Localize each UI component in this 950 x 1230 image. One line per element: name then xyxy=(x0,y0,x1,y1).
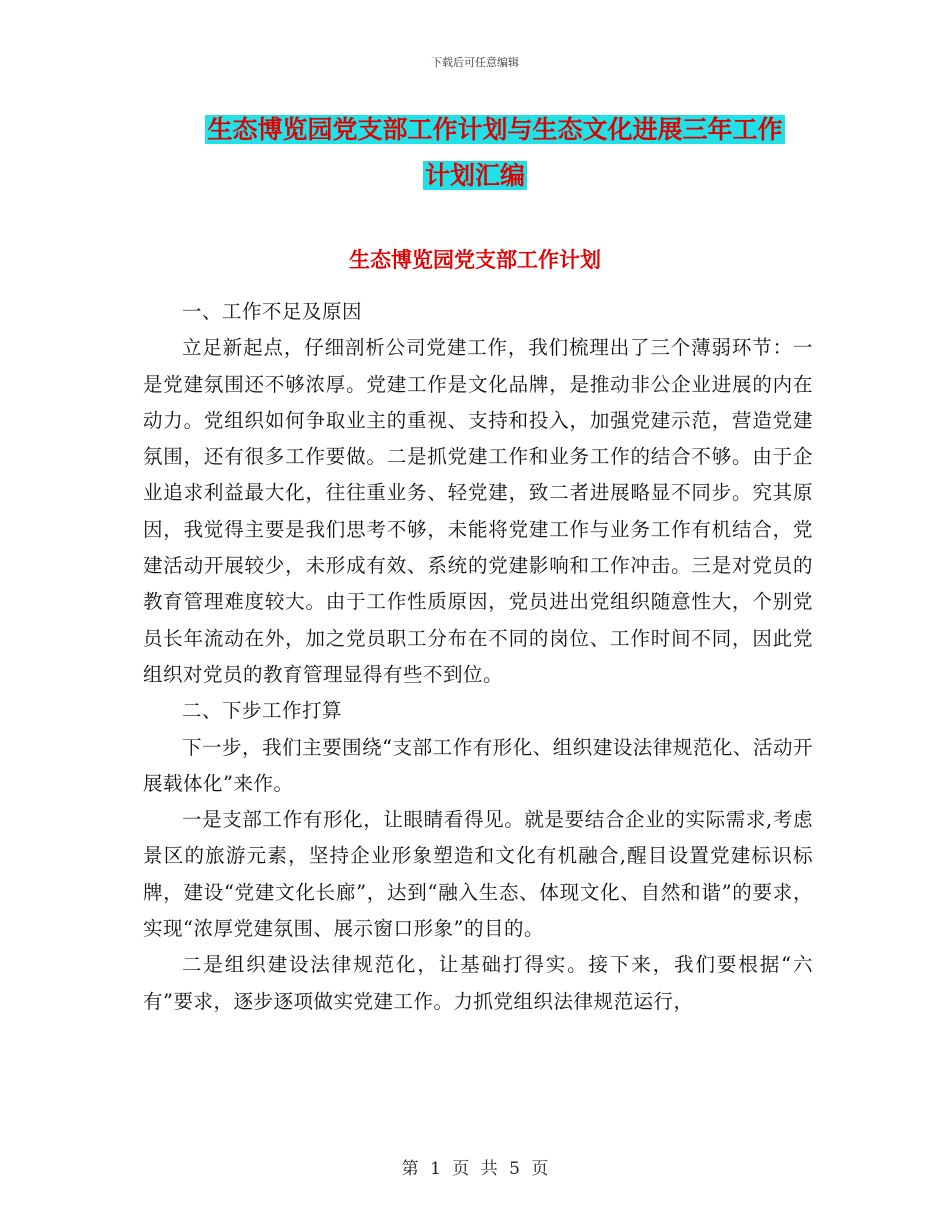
header-note: 下载后可任意编辑 xyxy=(431,56,519,69)
main-title-line-1 xyxy=(20,110,950,150)
paragraph-point-one: 一是支部工作有形化，让眼睛看得见。就是要结合企业的实际需求,考虑景区的旅游元素，坚持企业形象塑造和文化有机融合,醒目设置党建标识标牌，建设“党建文化长廊”，达到“融入生态、体现文化、自然和谐”的要求，实现“浓厚党建氛围、展示窗口形象”的目的。 xyxy=(143,808,813,941)
section-title: 生态博览园党支部工作计划 xyxy=(349,248,601,272)
paragraph-point-two: 二是组织建设法律规范化，让基础打得实。接下来，我们要根据“六有”要求，逐步逐项做实党建工作。力抓党组织法律规范运行， xyxy=(143,953,813,1013)
main-title-line-2 xyxy=(0,156,950,196)
main-title-text-1: 生态博览园党支部工作计划与生态文化进展三年工作 xyxy=(207,115,783,144)
document-body xyxy=(143,294,813,1020)
paragraph-problems: 立足新起点，仔细剖析公司党建工作，我们梳理出了三个薄弱环节：一是党建氛围还不够浓厚。党建工作是文化品牌，是推动非公企业进展的内在动力。党组织如何争取业主的重视、支持和投入，加强党建示范，营造党建氛围，还有很多工作要做。二是抓党建工作和业务工作的结合不够。由于企业追求利益最大化，往往重业务、轻党建，致二者进展略显不同步。究其原因，我觉得主要是我们思考不够，未能将党建工作与业务工作有机结合，党建活动开展较少，未形成有效、系统的党建影响和工作冲击。三是对党员的教育管理难度较大。由于工作性质原因，党员进出党组织随意性大，个别党员长年流动在外，加之党员职工分布在不同的岗位、工作时间不同，因此党组织对党员的教育管理显得有些不到位。 xyxy=(143,336,813,686)
main-title-text-2: 计划汇编 xyxy=(424,161,525,190)
heading-problems: 一、工作不足及原因 xyxy=(182,300,363,323)
page-number-footer: 第 1 页 共 5 页 xyxy=(401,1159,549,1179)
paragraph-next-steps-intro: 下一步，我们主要围绕“支部工作有形化、组织建设法律规范化、活动开展载体化”来作。 xyxy=(143,735,813,795)
heading-next-steps: 二、下步工作打算 xyxy=(182,699,343,723)
